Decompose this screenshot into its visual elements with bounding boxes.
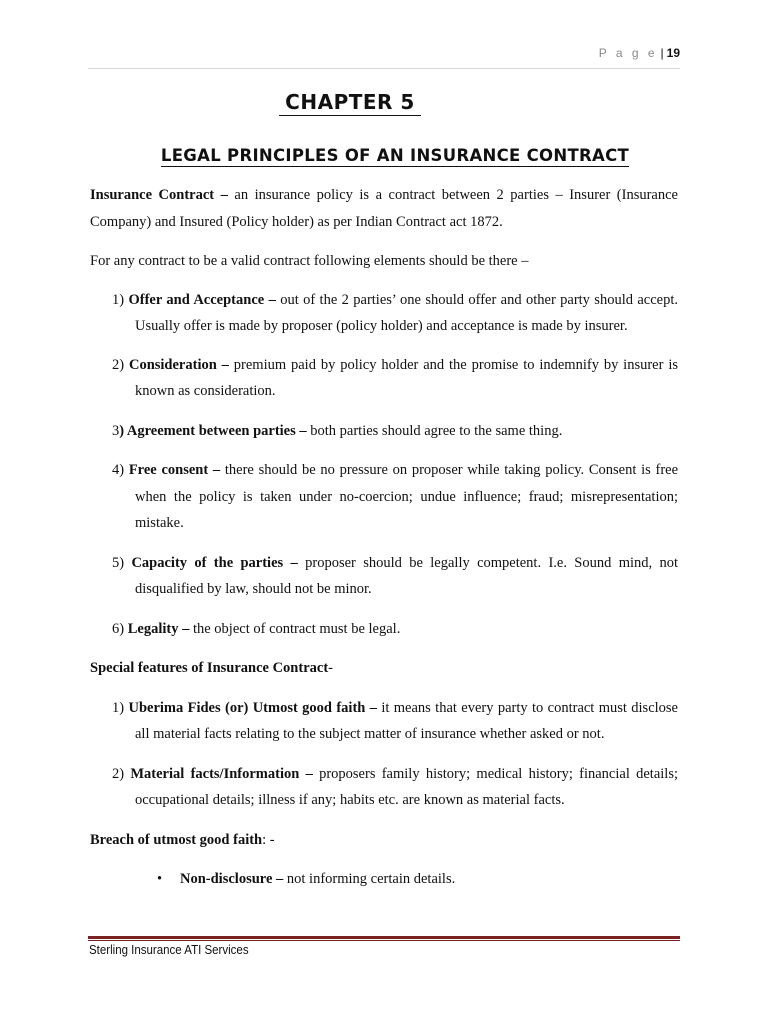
breach-heading-bold: Breach of utmost good faith	[90, 831, 263, 848]
page-label: P a g e	[598, 46, 658, 60]
footer-divider	[88, 936, 680, 941]
breach-heading-rest: : -	[262, 831, 275, 848]
element-term: Free consent –	[128, 462, 221, 478]
breach-bullet-item	[157, 866, 678, 893]
element-term: Capacity of the parties –	[131, 554, 298, 571]
element-item	[112, 457, 678, 537]
page-header	[88, 46, 680, 69]
element-item	[112, 418, 678, 445]
special-item-text: proposers family history; medical history; financial details; occupational details; illness if any; habits etc. are known as material facts.	[135, 765, 679, 808]
element-number: 5)	[112, 554, 125, 571]
element-term: Consideration –	[128, 356, 229, 373]
page-number: 19	[666, 46, 680, 60]
element-number: 1)	[112, 291, 125, 308]
element-term: Legality –	[127, 620, 190, 637]
bullet-dot: •	[157, 871, 163, 887]
element-text: premium paid by policy holder and the promise to indemnify by insurer is known as consideration.	[135, 356, 678, 399]
element-text: both parties should agree to the same thing.	[306, 422, 563, 439]
element-item	[112, 287, 678, 340]
special-item-number: 1)	[112, 699, 125, 716]
chapter-heading-container	[0, 90, 700, 114]
element-term: ) Agreement between parties –	[119, 422, 307, 439]
breach-item-term: Non-disclosure –	[180, 871, 284, 887]
page-separator: |	[660, 46, 664, 60]
element-number: 6)	[112, 620, 125, 637]
element-text: out of the 2 parties’ one should offer and other party should accept. Usually offer is made by proposer (policy holder) and acceptance is made by insurer.	[135, 291, 678, 334]
special-features-heading-bold: Special features of Insurance Contract	[90, 660, 329, 676]
document-title: LEGAL PRINCIPLES OF AN INSURANCE CONTRACT	[160, 146, 630, 165]
element-text: proposer should be legally competent. I.e. Sound mind, not disqualified by law, should not be minor.	[135, 554, 679, 597]
special-features-heading-rest: -	[328, 660, 333, 676]
intro-text: an insurance policy is a contract between 2 parties – Insurer (Insurance Company) and Insured (Policy holder) as per Indian Contract act 1872.	[90, 187, 678, 230]
footer-company-name: Sterling Insurance ATI Services	[89, 943, 249, 957]
element-item	[112, 616, 678, 643]
element-item	[112, 550, 678, 603]
element-term: Offer and Acceptance –	[128, 291, 276, 308]
element-item	[112, 352, 678, 405]
breach-heading	[90, 827, 678, 854]
special-item-text: it means that every party to contract must disclose all material facts relating to the subject matter of insurance whether asked or not.	[135, 699, 678, 742]
special-item	[112, 695, 678, 748]
element-number: 2)	[112, 356, 125, 373]
breach-item-text: not informing certain details.	[283, 871, 456, 887]
chapter-heading: CHAPTER 5	[279, 90, 421, 116]
special-item-number: 2)	[112, 765, 125, 782]
special-item	[112, 761, 678, 814]
special-item-term: Material facts/Information –	[130, 765, 313, 782]
special-features-heading	[90, 655, 678, 682]
element-number: 4)	[112, 462, 125, 478]
document-title-container	[0, 146, 768, 166]
page-body	[90, 182, 678, 893]
element-number: 3	[112, 422, 120, 439]
element-text: there should be no pressure on proposer while taking policy. Consent is free when the policy is taken under no-coercion; undue influence; fraud; misrepresentation; mistake.	[135, 462, 679, 531]
elements-lead: For any contract to be a valid contract following elements should be there –	[90, 253, 529, 269]
special-item-term: Uberima Fides (or) Utmost good faith –	[128, 699, 377, 716]
intro-term: Insurance Contract –	[90, 187, 228, 203]
intro-paragraph	[90, 182, 678, 235]
element-text: the object of contract must be legal.	[189, 620, 401, 637]
